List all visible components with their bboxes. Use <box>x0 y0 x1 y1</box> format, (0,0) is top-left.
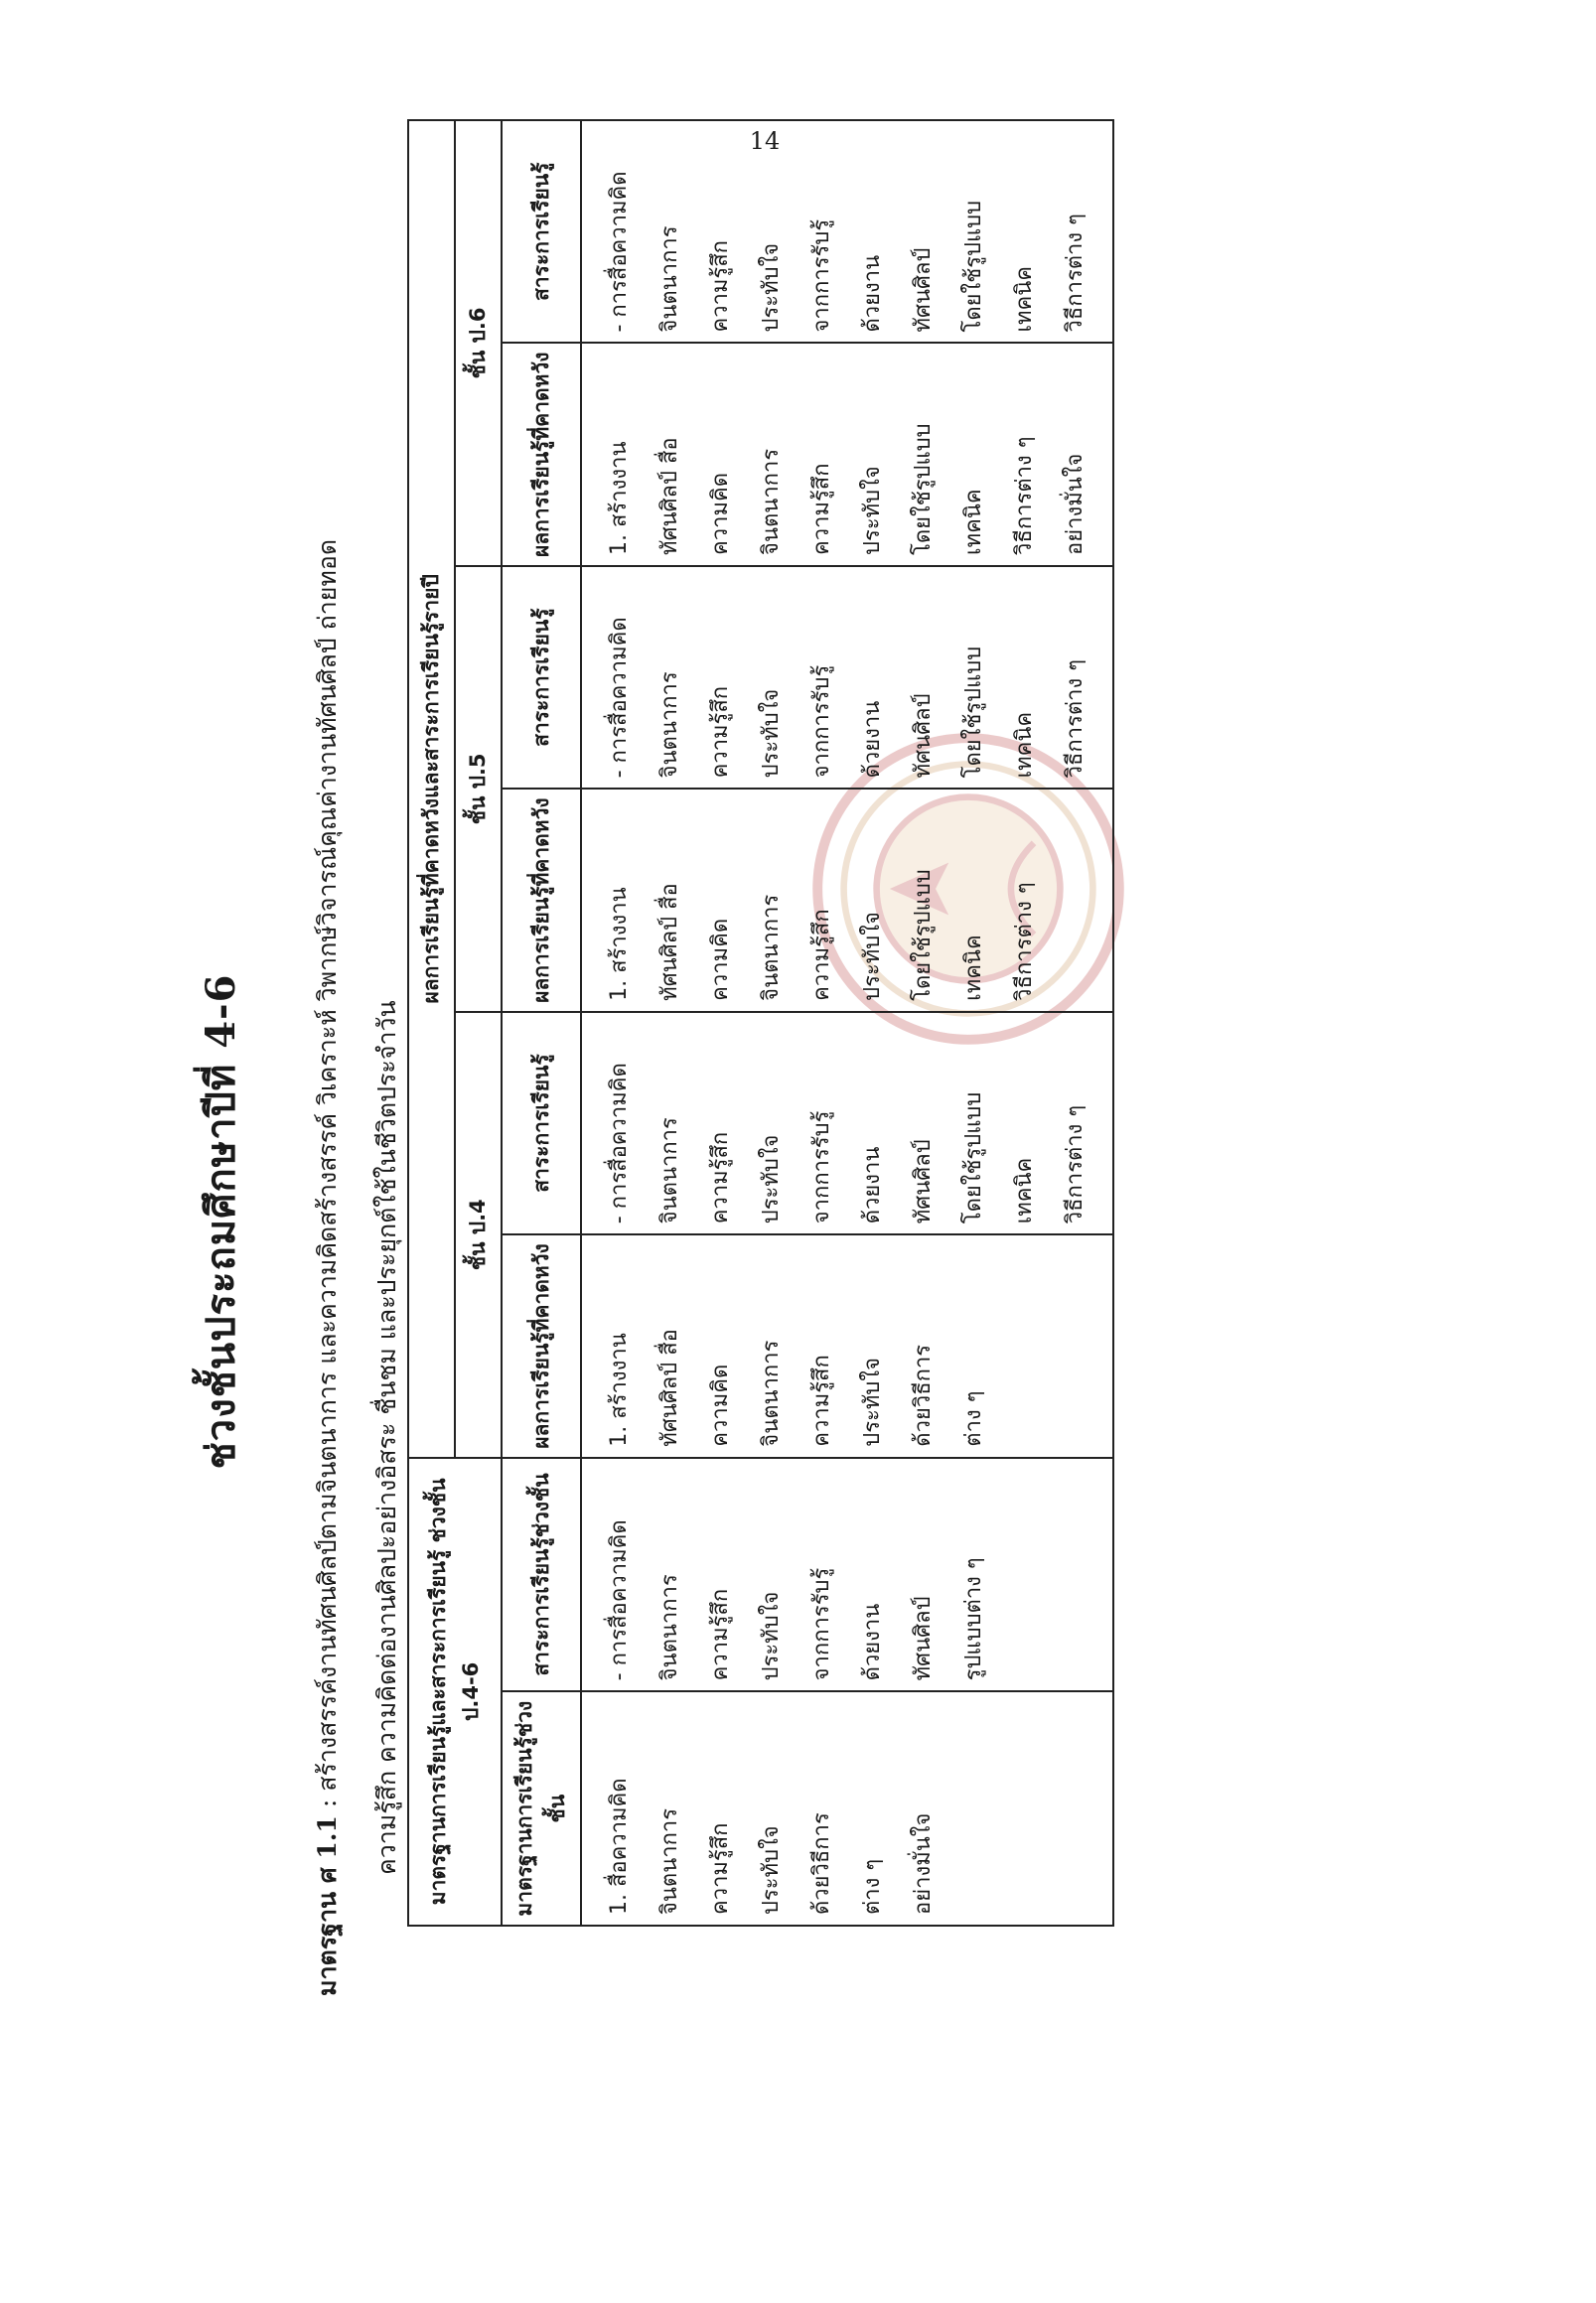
table-cell <box>581 120 1113 344</box>
cell-line: วิธีการต่าง ๆ <box>1063 658 1088 779</box>
cell-line: ด้วยวิธีการ <box>911 1344 936 1447</box>
cell-line: ทัศนศิลป์ สื่อ <box>657 1329 682 1447</box>
cell-line: โดยใช้รูปแบบ <box>961 646 986 779</box>
cell-line: วิธีการต่าง ๆ <box>1012 436 1037 555</box>
cell-line: ประทับใจ <box>860 1357 885 1447</box>
cell-line: - การสื่อความคิด <box>607 1063 632 1224</box>
page-number: 14 <box>749 127 781 155</box>
cell-line: ความรู้สึก <box>708 1822 733 1915</box>
cell-line: วิธีการต่าง ๆ <box>1063 1104 1088 1224</box>
rotated-landscape-content <box>159 60 1450 2244</box>
cell-line: โดยใช้รูปแบบ <box>961 200 986 333</box>
cell-line: ทัศนศิลป์ <box>911 1139 936 1224</box>
cell-line: ทัศนศิลป์ <box>911 693 936 779</box>
cell-line: จากการรับรู้ <box>809 1110 834 1224</box>
cell-line: ความรู้สึก <box>708 685 733 779</box>
cell-line: จากการรับรู้ <box>809 218 834 333</box>
cell-line: ประทับใจ <box>759 1591 784 1681</box>
column-header: ผลการเรียนรู้ที่คาดหวัง <box>502 344 581 566</box>
cell-line: ความรู้สึก <box>809 463 834 555</box>
cell-line: ความรู้สึก <box>809 1355 834 1447</box>
cell-line: ความรู้สึก <box>708 1131 733 1224</box>
table-cell <box>581 1012 1113 1234</box>
table-cell <box>581 566 1113 789</box>
table-row <box>581 120 1113 1926</box>
table-cell <box>581 1458 1113 1692</box>
column-header-row <box>502 120 581 1926</box>
cell-line: จินตนาการ <box>657 1117 682 1224</box>
cell-line: ด้วยงาน <box>860 1603 885 1681</box>
cell-line: อย่างมั่นใจ <box>911 1812 936 1915</box>
cell-line: จินตนาการ <box>657 671 682 779</box>
cell-line: 1. สร้างงาน <box>607 1333 632 1447</box>
cell-line: โดยใช้รูปแบบ <box>961 1091 986 1224</box>
header-grade-6: ชั้น ป.6 <box>455 120 502 566</box>
curriculum-table <box>407 119 1114 1927</box>
cell-line: จากการรับรู้ <box>809 1567 834 1681</box>
cell-line: วิธีการต่าง ๆ <box>1012 882 1037 1001</box>
header-grade-5: ชั้น ป.5 <box>455 566 502 1012</box>
cell-line: ความรู้สึก <box>708 1588 733 1681</box>
cell-line: ด้วยงาน <box>860 700 885 779</box>
cell-line: ต่าง ๆ <box>860 1858 885 1915</box>
cell-line: ด้วยงาน <box>860 254 885 333</box>
cell-line: ทัศนศิลป์ <box>911 1596 936 1681</box>
cell-line: รูปแบบต่าง ๆ <box>961 1557 986 1681</box>
cell-line: ประทับใจ <box>860 466 885 555</box>
header-grade-4: ชั้น ป.4 <box>455 1012 502 1458</box>
cell-line: จินตนาการ <box>657 1807 682 1915</box>
cell-line: 1. สื่อความคิด <box>607 1778 632 1915</box>
section-title: ช่วงชั้นประถมศึกษาปีที่ 4-6 <box>198 973 244 1470</box>
standard-label: มาตรฐาน ศ 1.1 <box>313 1815 342 1996</box>
table-cell <box>581 789 1113 1011</box>
column-header: ผลการเรียนรู้ที่คาดหวัง <box>502 789 581 1011</box>
cell-line: เทคนิค <box>961 489 986 555</box>
cell-line: ประทับใจ <box>860 912 885 1001</box>
cell-line: โดยใช้รูปแบบ <box>911 869 936 1001</box>
cell-line: เทคนิค <box>961 935 986 1001</box>
table-cell <box>581 344 1113 566</box>
header-yearly-outcomes: ผลการเรียนรู้ที่คาดหวังและสาระการเรียนรู้รายปี <box>408 120 455 1458</box>
table-cell <box>581 1234 1113 1457</box>
column-header: ผลการเรียนรู้ที่คาดหวัง <box>502 1234 581 1457</box>
cell-line: ประทับใจ <box>759 1825 784 1915</box>
cell-line: ประทับใจ <box>759 688 784 779</box>
cell-line: เทคนิค <box>1012 1157 1037 1224</box>
cell-line: ความรู้สึก <box>809 909 834 1001</box>
cell-line: ประทับใจ <box>759 1134 784 1224</box>
cell-line: ประทับใจ <box>759 242 784 333</box>
cell-line: อย่างมั่นใจ <box>1063 453 1088 555</box>
column-header: มาตรฐานการเรียนรู้ช่วงชั้น <box>502 1691 581 1926</box>
cell-line: ความคิด <box>708 1364 733 1447</box>
header-range-standards: มาตรฐานการเรียนรู้และสาระการเรียนรู้ ช่วงชั้น ป.4-6 <box>408 1458 502 1926</box>
cell-line: จินตนาการ <box>657 1574 682 1681</box>
cell-line: ทัศนศิลป์ สื่อ <box>657 883 682 1001</box>
cell-line: - การสื่อความคิด <box>607 617 632 779</box>
cell-line: ต่าง ๆ <box>961 1390 986 1447</box>
standard-text-line1: : สร้างสรรค์งานทัศนศิลป์ตามจินตนาการ และความคิดสร้างสรรค์ วิเคราะห์ วิพากษ์วิจารณ์คุณค่างานทัศนศิลป์ ถ่ายทอด <box>313 538 342 1816</box>
standard-text-line2: ความรู้สึก ความคิดต่องานศิลปะอย่างอิสระ ชื่นชม และประยุกต์ใช้ในชีวิตประจำวัน <box>372 1000 401 1875</box>
cell-line: 1. สร้างงาน <box>607 887 632 1001</box>
cell-line: - การสื่อความคิด <box>607 171 632 333</box>
cell-line: เทคนิค <box>1012 266 1037 333</box>
cell-line: โดยใช้รูปแบบ <box>911 423 936 555</box>
cell-line: ความคิด <box>708 918 733 1001</box>
cell-line: ด้วยงาน <box>860 1146 885 1224</box>
cell-line: ความคิด <box>708 473 733 555</box>
cell-line: เทคนิค <box>1012 711 1037 779</box>
table-cell <box>581 1691 1113 1926</box>
standard-statement <box>298 109 417 1996</box>
column-header: สาระการเรียนรู้ <box>502 120 581 344</box>
cell-line: ด้วยวิธีการ <box>809 1812 834 1915</box>
cell-line: 1. สร้างงาน <box>607 441 632 555</box>
column-header: สาระการเรียนรู้ช่วงชั้น <box>502 1458 581 1692</box>
cell-line: - การสื่อความคิด <box>607 1519 632 1681</box>
cell-line: ความรู้สึก <box>708 240 733 333</box>
cell-line: ทัศนศิลป์ <box>911 247 936 333</box>
cell-line: จากการรับรู้ <box>809 664 834 779</box>
column-header: สาระการเรียนรู้ <box>502 1012 581 1234</box>
cell-line: จินตนาการ <box>759 448 784 555</box>
cell-line: จินตนาการ <box>657 225 682 333</box>
cell-line: จินตนาการ <box>759 894 784 1001</box>
cell-line: ทัศนศิลป์ สื่อ <box>657 437 682 555</box>
cell-line: จินตนาการ <box>759 1340 784 1447</box>
cell-line: วิธีการต่าง ๆ <box>1063 214 1088 333</box>
column-header: สาระการเรียนรู้ <box>502 566 581 789</box>
